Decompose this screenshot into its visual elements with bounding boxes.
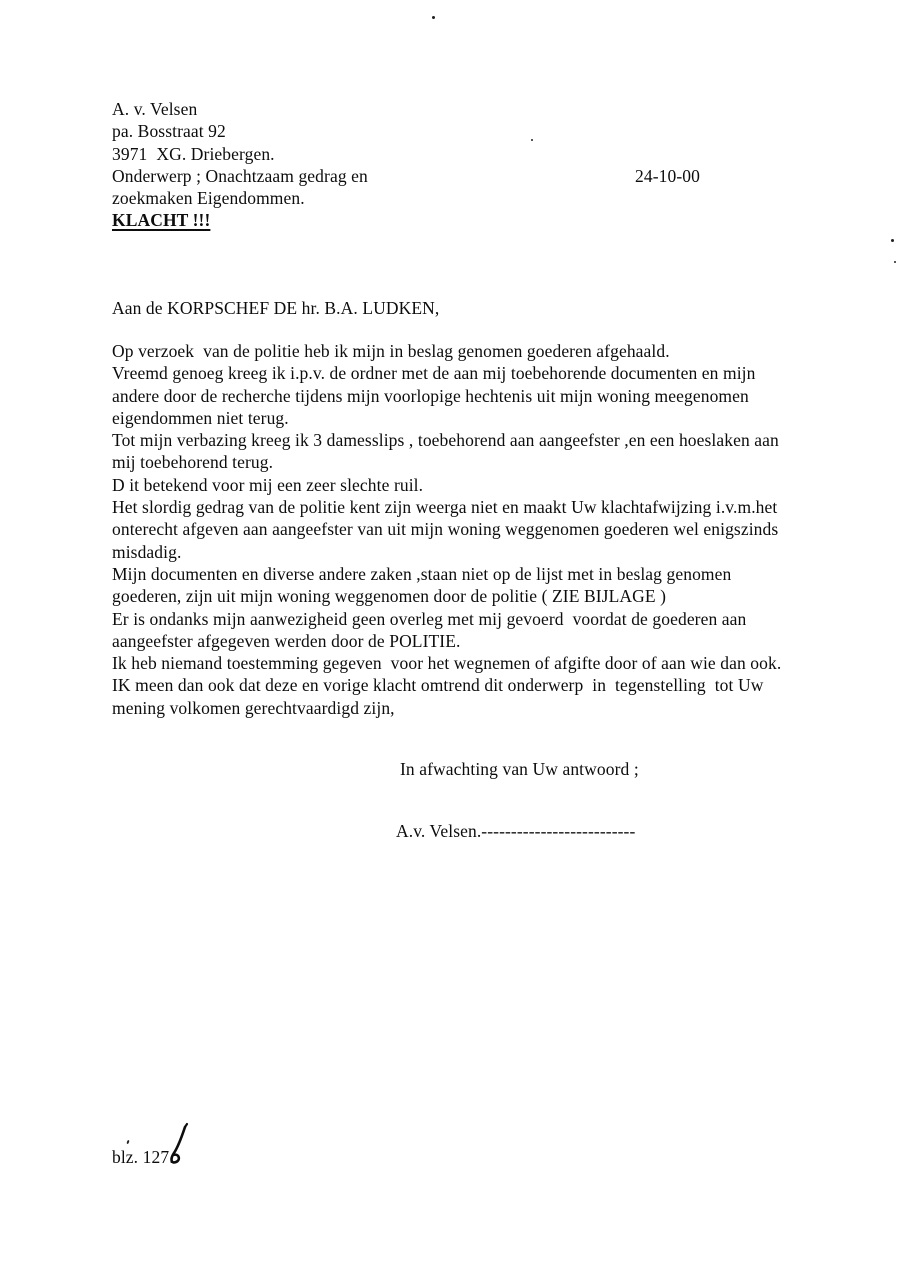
body-line: D it betekend voor mij een zeer slechte ruil. (112, 474, 424, 495)
sender-street: pa. Bosstraat 92 (112, 121, 226, 142)
body-line: onterecht afgeven aan aangeefster van uit mijn woning weggenomen goederen wel enigszinds (112, 519, 779, 540)
closing-awaiting-line: In afwachting van Uw antwoord ; (400, 759, 639, 779)
body-line: andere door de recherche tijdens mijn voorlopige hechtenis uit mijn woning meegenomen (112, 385, 749, 406)
body-line: Op verzoek van de politie heb ik mijn in beslag genomen goederen afgehaald. (112, 341, 670, 361)
page-number-overwritten-digit: 7 (160, 1147, 170, 1167)
body-line: misdadig. (112, 541, 182, 562)
body-line: eigendommen niet terug. (112, 407, 289, 428)
sender-name: A. v. Velsen (112, 99, 198, 119)
sender-city: 3971 XG. Driebergen. (112, 143, 275, 164)
letter-date: 24-10-00 (635, 166, 700, 186)
subject-line-1: Onderwerp ; Onachtzaam gedrag en (112, 165, 368, 186)
scan-speck (126, 1140, 129, 1144)
page-number-suffix: . (169, 1147, 174, 1167)
scan-speck (531, 139, 533, 141)
letter-body (112, 340, 852, 719)
scan-speck (894, 261, 896, 263)
page-number-prefix: blz. 12 (112, 1147, 161, 1167)
body-line: IK meen dan ook dat deze en vorige klacht omtrend dit onderwerp in tegenstelling tot Uw (112, 675, 764, 696)
signature-line: A.v. Velsen.-------------------------- (396, 821, 636, 841)
body-line: goederen, zijn uit mijn woning weggenomen door de politie ( ZIE BIJLAGE ) (112, 586, 667, 607)
scan-speck (891, 239, 894, 242)
body-line: mening volkomen gerechtvaardigd zijn, (112, 697, 395, 718)
scan-speck (432, 16, 435, 19)
body-line: mij toebehorend terug. (112, 452, 274, 473)
letter-header (112, 98, 368, 232)
complaint-heading: KLACHT !!! (112, 210, 211, 231)
body-line: Het slordig gedrag van de politie kent zijn weerga niet en maakt Uw klachtafwijzing i.v.m.het (112, 497, 778, 518)
body-line: Ik heb niemand toestemming gegeven voor het wegnemen of afgifte door of aan wie dan ook. (112, 653, 782, 674)
subject-line-2: zoekmaken Eigendommen. (112, 188, 305, 209)
body-line: Tot mijn verbazing kreeg ik 3 damesslips , toebehorend aan aangeefster ,en een hoeslaken aan (112, 430, 779, 451)
body-line: aangeefster afgegeven werden door de POLITIE. (112, 630, 461, 651)
body-line: Er is ondanks mijn aanwezigheid geen overleg met mij gevoerd voordat de goederen aan (112, 608, 747, 629)
page-number-label (112, 1146, 174, 1168)
body-line: Mijn documenten en diverse andere zaken ,staan niet op de lijst met in beslag genomen (112, 563, 732, 584)
body-line: Vreemd genoeg kreeg ik i.p.v. de ordner met de aan mij toebehorende documenten en mijn (112, 363, 756, 384)
salutation: Aan de KORPSCHEF DE hr. B.A. LUDKEN, (112, 298, 440, 318)
